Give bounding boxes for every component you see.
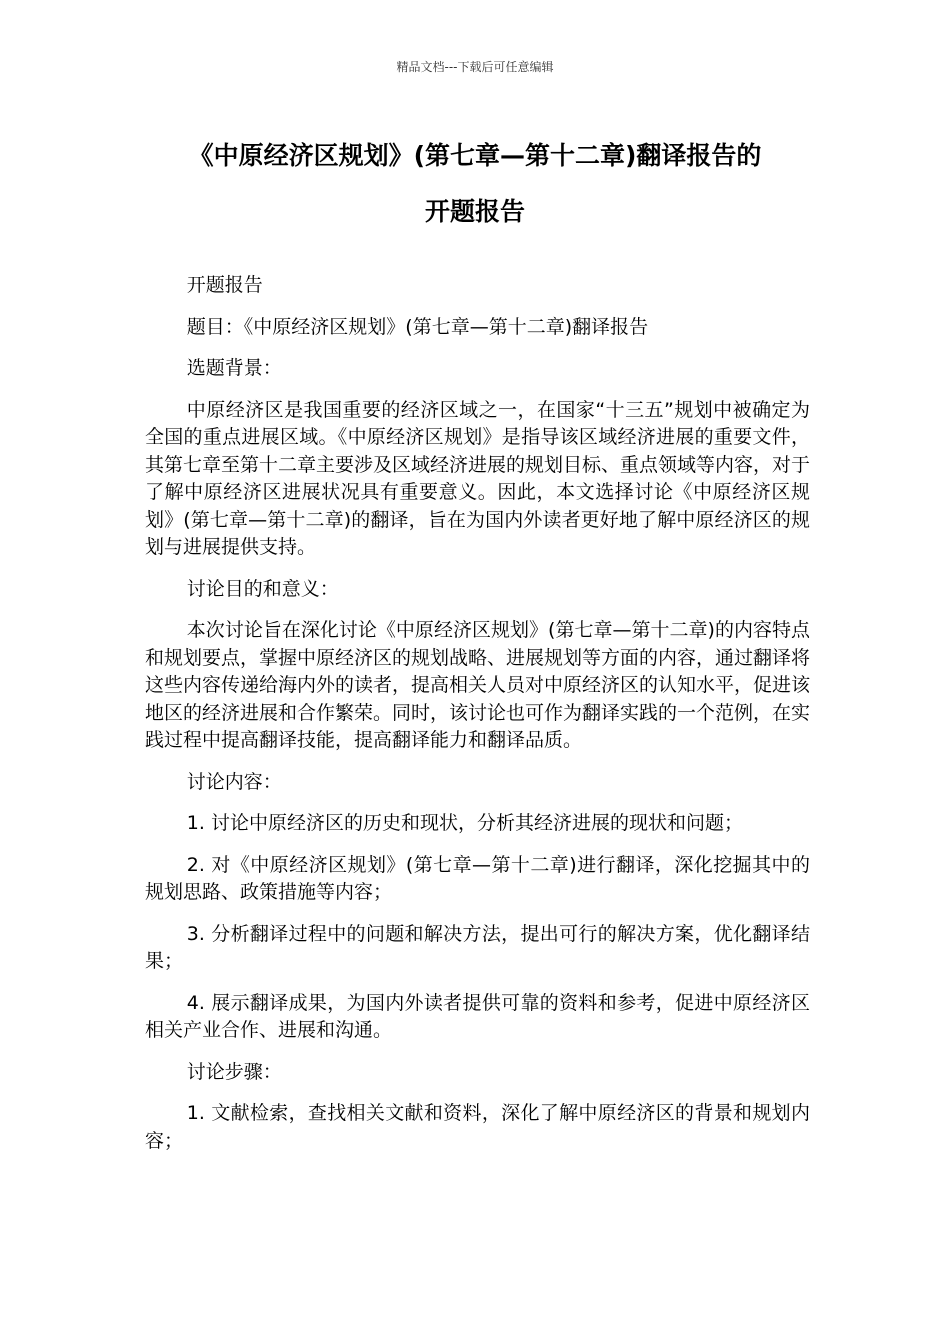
step-item-1: 1. 文献检索，查找相关文献和资料，深化了解中原经济区的背景和规划内容； bbox=[145, 1102, 810, 1152]
purpose-paragraph: 本次讨论旨在深化讨论《中原经济区规划》(第七章—第十二章)的内容特点和规划要点，掌握中原经济区的规划战略、进展规划等方面的内容，通过翻译将这些内容传递给海内外的读者，提高相关人员对中原经济区的认知水平，促进该地区的经济进展和合作繁荣。同时，该讨论也可作为翻译实践的一个范例，在实践过程中提高翻译技能，提高翻译能力和翻译品质。 bbox=[145, 619, 811, 751]
document-title bbox=[100, 128, 850, 240]
header-note: 精品文档---下载后可任意编辑 bbox=[396, 60, 554, 74]
topic-line: 题目：《中原经济区规划》(第七章—第十二章)翻译报告 bbox=[186, 315, 649, 338]
background-heading: 选题背景： bbox=[186, 357, 282, 379]
content-item-2: 2. 对《中原经济区规划》(第七章—第十二章)进行翻译，深化挖掘其中的规划思路、政策措施等内容； bbox=[145, 853, 810, 903]
document-body bbox=[145, 272, 810, 1169]
title-line-1: 《中原经济区规划》(第七章—第十二章)翻译报告的 bbox=[188, 141, 762, 170]
section-label: 开题报告 bbox=[186, 274, 263, 296]
content-item-1: 1. 讨论中原经济区的历史和现状，分析其经济进展的现状和问题； bbox=[186, 812, 743, 834]
background-paragraph: 中原经济区是我国重要的经济区域之一，在国家“十三五”规划中被确定为全国的重点进展区域。《中原经济区规划》是指导该区域经济进展的重要文件，其第七章至第十二章主要涉及区域经济进展的规划目标、重点领域等内容，对于了解中原经济区进展状况具有重要意义。因此，本文选择讨论《中原经济区规划》(第七章—第十二章)的翻译，旨在为国内外读者更好地了解中原经济区的规划与进展提供支持。 bbox=[145, 398, 811, 558]
content-item-3: 3. 分析翻译过程中的问题和解决方法，提出可行的解决方案，优化翻译结果； bbox=[145, 922, 810, 972]
purpose-heading: 讨论目的和意义： bbox=[186, 577, 339, 600]
title-line-2: 开题报告 bbox=[424, 197, 525, 226]
content-item-4: 4. 展示翻译成果，为国内外读者提供可靠的资料和参考，促进中原经济区相关产业合作、进展和沟通。 bbox=[145, 991, 810, 1041]
content-heading: 讨论内容： bbox=[186, 770, 282, 793]
steps-heading: 讨论步骤： bbox=[186, 1060, 282, 1083]
